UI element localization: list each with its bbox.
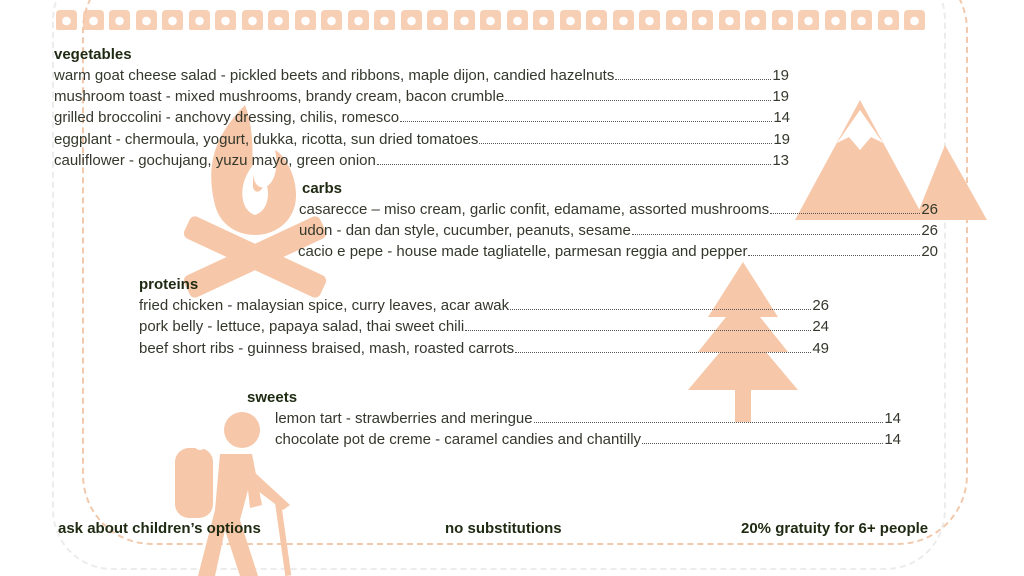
- menu-item-price: 14: [884, 431, 901, 448]
- menu-item: [54, 109, 790, 126]
- menu-item-price: 26: [921, 222, 938, 239]
- menu-item-price: 19: [772, 67, 789, 84]
- menu-item-name: udon - dan dan style, cucumber, peanuts, sesame: [299, 222, 631, 239]
- menu-item-name: chocolate pot de creme - caramel candies and chantilly: [275, 431, 642, 448]
- footer-children-options: ask about children’s options: [58, 520, 261, 537]
- menu-item: [298, 243, 938, 260]
- menu-item-name: warm goat cheese salad - pickled beets and ribbons, maple dijon, candied hazelnuts: [54, 67, 615, 84]
- dot-leader: [515, 352, 811, 353]
- menu-item-name: eggplant - chermoula, yogurt, dukka, ricotta, sun dried tomatoes: [54, 131, 479, 148]
- menu-item-name: beef short ribs - guinness braised, mash, roasted carrots: [139, 340, 515, 357]
- menu-item: [54, 67, 789, 84]
- menu-item: [54, 152, 789, 169]
- menu-item-price: 20: [921, 243, 938, 260]
- menu-item-name: pork belly - lettuce, papaya salad, thai sweet chili: [139, 318, 465, 335]
- menu-item-price: 14: [884, 410, 901, 427]
- dot-leader: [748, 255, 920, 256]
- menu-item: [275, 431, 901, 448]
- menu-item: [299, 222, 938, 239]
- dot-leader: [479, 143, 772, 144]
- menu-item: [299, 201, 938, 218]
- dot-leader: [465, 330, 811, 331]
- dot-leader: [615, 79, 771, 80]
- menu-item-price: 49: [812, 340, 829, 357]
- menu-item: [54, 88, 789, 105]
- dot-leader: [632, 234, 920, 235]
- menu-item-name: grilled broccolini - anchovy dressing, chilis, romesco: [54, 109, 400, 126]
- dot-leader: [400, 121, 772, 122]
- section-title-proteins: proteins: [139, 276, 199, 293]
- dot-leader: [377, 164, 771, 165]
- menu-item-price: 19: [773, 131, 790, 148]
- menu-item-name: mushroom toast - mixed mushrooms, brandy cream, bacon crumble: [54, 88, 505, 105]
- menu-item-price: 26: [921, 201, 938, 218]
- menu-item: [275, 410, 901, 427]
- menu-item: [54, 131, 790, 148]
- menu-item-price: 13: [772, 152, 789, 169]
- footer-no-substitutions: no substitutions: [445, 520, 562, 537]
- menu-item-name: lemon tart - strawberries and meringue: [275, 410, 533, 427]
- dot-leader: [642, 443, 883, 444]
- section-title-sweets: sweets: [247, 389, 298, 406]
- menu-item-price: 24: [812, 318, 829, 335]
- menu-item: [139, 318, 829, 335]
- dot-leader: [510, 309, 811, 310]
- menu-item: [139, 297, 829, 314]
- menu-item-name: cacio e pepe - house made tagliatelle, parmesan reggia and pepper: [298, 243, 748, 260]
- decorative-border-pattern: [56, 10, 946, 32]
- section-title-vegetables: vegetables: [54, 46, 132, 63]
- footer-gratuity-note: 20% gratuity for 6+ people: [741, 520, 929, 537]
- menu-item-price: 19: [772, 88, 789, 105]
- dot-leader: [534, 422, 884, 423]
- menu-item: [139, 340, 829, 357]
- dot-leader: [505, 100, 771, 101]
- menu-item-price: 26: [812, 297, 829, 314]
- menu-item-name: cauliflower - gochujang, yuzu mayo, green onion: [54, 152, 376, 169]
- section-title-carbs: carbs: [302, 180, 343, 197]
- dot-leader: [770, 213, 920, 214]
- menu-item-name: casarecce – miso cream, garlic confit, edamame, assorted mushrooms: [299, 201, 770, 218]
- menu-item-price: 14: [773, 109, 790, 126]
- menu-item-name: fried chicken - malaysian spice, curry leaves, acar awak: [139, 297, 510, 314]
